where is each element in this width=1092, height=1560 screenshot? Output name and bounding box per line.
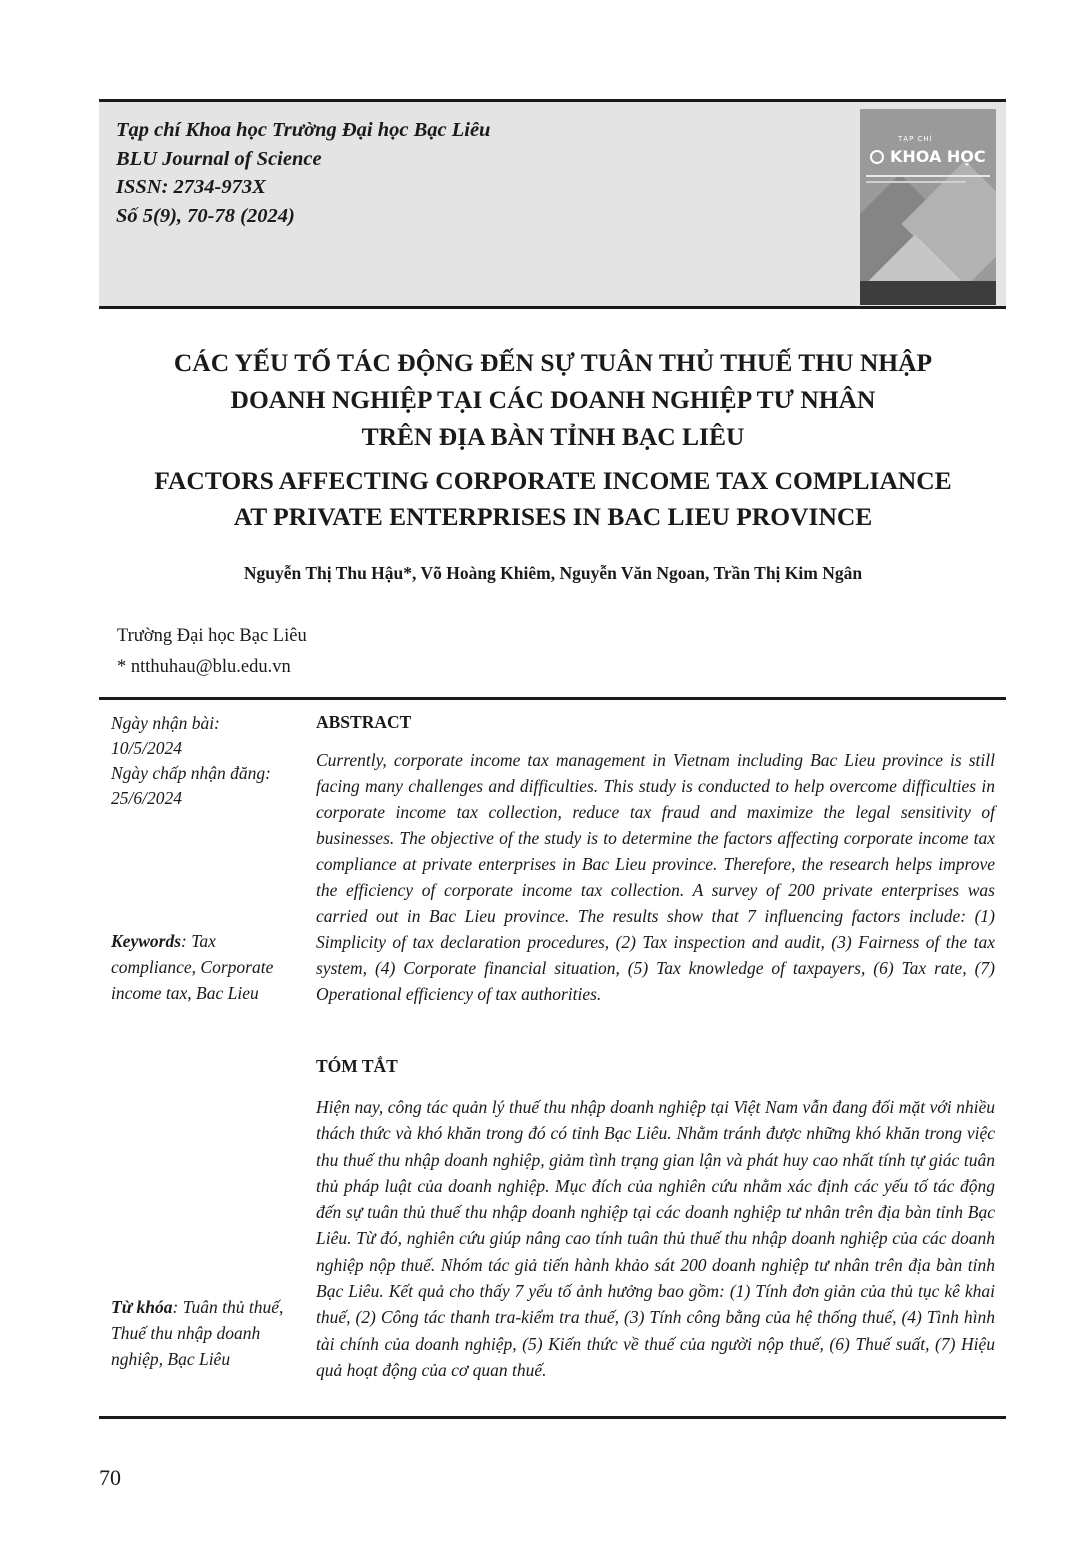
journal-info — [116, 116, 490, 230]
keywords-vi-label: Từ khóa — [111, 1297, 173, 1317]
journal-name-en: BLU Journal of Science — [116, 147, 322, 170]
divider-top — [99, 697, 1006, 700]
keywords-vi — [111, 1294, 301, 1372]
affiliation — [117, 621, 307, 683]
journal-issue: Số 5(9), 70-78 (2024) — [116, 204, 295, 227]
journal-cover-image — [860, 109, 996, 305]
title-vi-line-2: DOANH NGHIỆP TẠI CÁC DOANH NGHIỆP TƯ NHÂN — [230, 385, 876, 414]
cover-small-text: TẠP CHÍ — [898, 135, 933, 143]
affiliation-institution: Trường Đại học Bạc Liêu — [117, 626, 307, 646]
page-number: 70 — [99, 1465, 121, 1490]
cover-footer-band — [860, 281, 996, 305]
article-dates — [111, 711, 301, 811]
cover-title-text: KHOA HỌC — [890, 147, 986, 166]
title-en-line-1: FACTORS AFFECTING CORPORATE INCOME TAX COMPLIANCE — [154, 466, 952, 495]
corresponding-email: * ntthuhau@blu.edu.vn — [117, 657, 291, 677]
received-label: Ngày nhận bài: — [111, 713, 220, 733]
abstract-heading: ABSTRACT — [316, 712, 412, 732]
cover-title — [870, 147, 986, 166]
title-vi-line-1: CÁC YẾU TỐ TÁC ĐỘNG ĐẾN SỰ TUÂN THỦ THUẾ THU NHẬP — [173, 348, 933, 377]
title-en-line-2: AT PRIVATE ENTERPRISES IN BAC LIEU PROVINCE — [233, 502, 873, 531]
university-seal-icon — [870, 150, 884, 164]
received-date: 10/5/2024 — [111, 738, 182, 758]
journal-name-vi: Tạp chí Khoa học Trường Đại học Bạc Liêu — [116, 119, 491, 141]
keywords-en-text: : Tax compliance, Corporate income tax, Bac Lieu — [111, 931, 274, 1003]
journal-header-box — [99, 99, 1006, 309]
article-title-en — [0, 463, 1092, 535]
journal-issn: ISSN: 2734-973X — [116, 176, 266, 198]
divider-bottom — [99, 1416, 1006, 1419]
author-list: Nguyễn Thị Thu Hậu*, Võ Hoàng Khiêm, Nguyễn Văn Ngoan, Trần Thị Kim Ngân — [243, 563, 863, 583]
tom-tat-heading: TÓM TẮT — [316, 1056, 398, 1076]
title-vi-line-3: TRÊN ĐỊA BÀN TỈNH BẠC LIÊU — [361, 422, 745, 451]
article-title-vi — [0, 344, 1092, 455]
accepted-label: Ngày chấp nhận đăng: — [111, 763, 271, 783]
keywords-vi-text: : Tuân thủ thuế, Thuế thu nhập doanh nghiệp, Bạc Liêu — [111, 1297, 284, 1369]
accepted-date: 25/6/2024 — [111, 788, 182, 808]
abstract-text: Currently, corporate income tax management in Vietnam including Bac Lieu province is still facing many challenges and difficulties. This study is conducted to help overcome difficulties in corporate income tax collection, reduce tax fraud and maximize the legal sensitivity of businesses. The objective of the study is to determine the factors affecting corporate income tax compliance at private enterprises in Bac Lieu province. Therefore, the research helps improve the efficiency of corporate income tax collection. A survey of 200 private enterprises was carried out in Bac Lieu province. The results show that 7 influencing factors include: (1) Simplicity of tax declaration procedures, (2) Tax inspection and audit, (3) Fairness of the tax system, (4) Corporate financial situation, (5) Tax knowledge of taxpayers, (6) Tax rate, (7) Operational efficiency of tax authorities. — [316, 750, 995, 1004]
keywords-en-label: Keywords — [111, 931, 181, 951]
keywords-en — [111, 928, 301, 1006]
tom-tat-text: Hiện nay, công tác quản lý thuế thu nhập doanh nghiệp tại Việt Nam vẫn đang đối mặt với nhiều thách thức và khó khăn trong đó có tỉnh Bạc Liêu. Nhằm tránh được những khó khăn trong việc thu thuế thu nhập doanh nghiệp, giảm tình trạng gian lận và phát huy cao nhất tính tự giác tuân thủ pháp luật của doanh nghiệp. Mục đích của nghiên cứu nhằm xác định các yếu tố tác động đến sự tuân thủ thuế thu nhập doanh nghiệp tại các doanh nghiệp tư nhân trên địa bàn tỉnh Bạc Liêu. Từ đó, nghiên cứu giúp nâng cao tính tuân thủ thuế thu nhập doanh nghiệp của các doanh nghiệp nộp thuế. Nhóm tác giả tiến hành khảo sát 200 doanh nghiệp tư nhân trên địa bàn tỉnh Bạc Liêu. Kết quả cho thấy 7 yếu tố ảnh hưởng bao gồm: (1) Tính đơn giản của thủ tục kê khai thuế, (2) Công tác thanh tra-kiểm tra thuế, (3) Tính công bằng của hệ thống thuế, (4) Tình hình tài chính của doanh nghiệp, (5) Kiến thức về thuế của người nộp thuế, (6) Thuế suất, (7) Hiệu quả hoạt động của cơ quan thuế. — [316, 1097, 995, 1380]
